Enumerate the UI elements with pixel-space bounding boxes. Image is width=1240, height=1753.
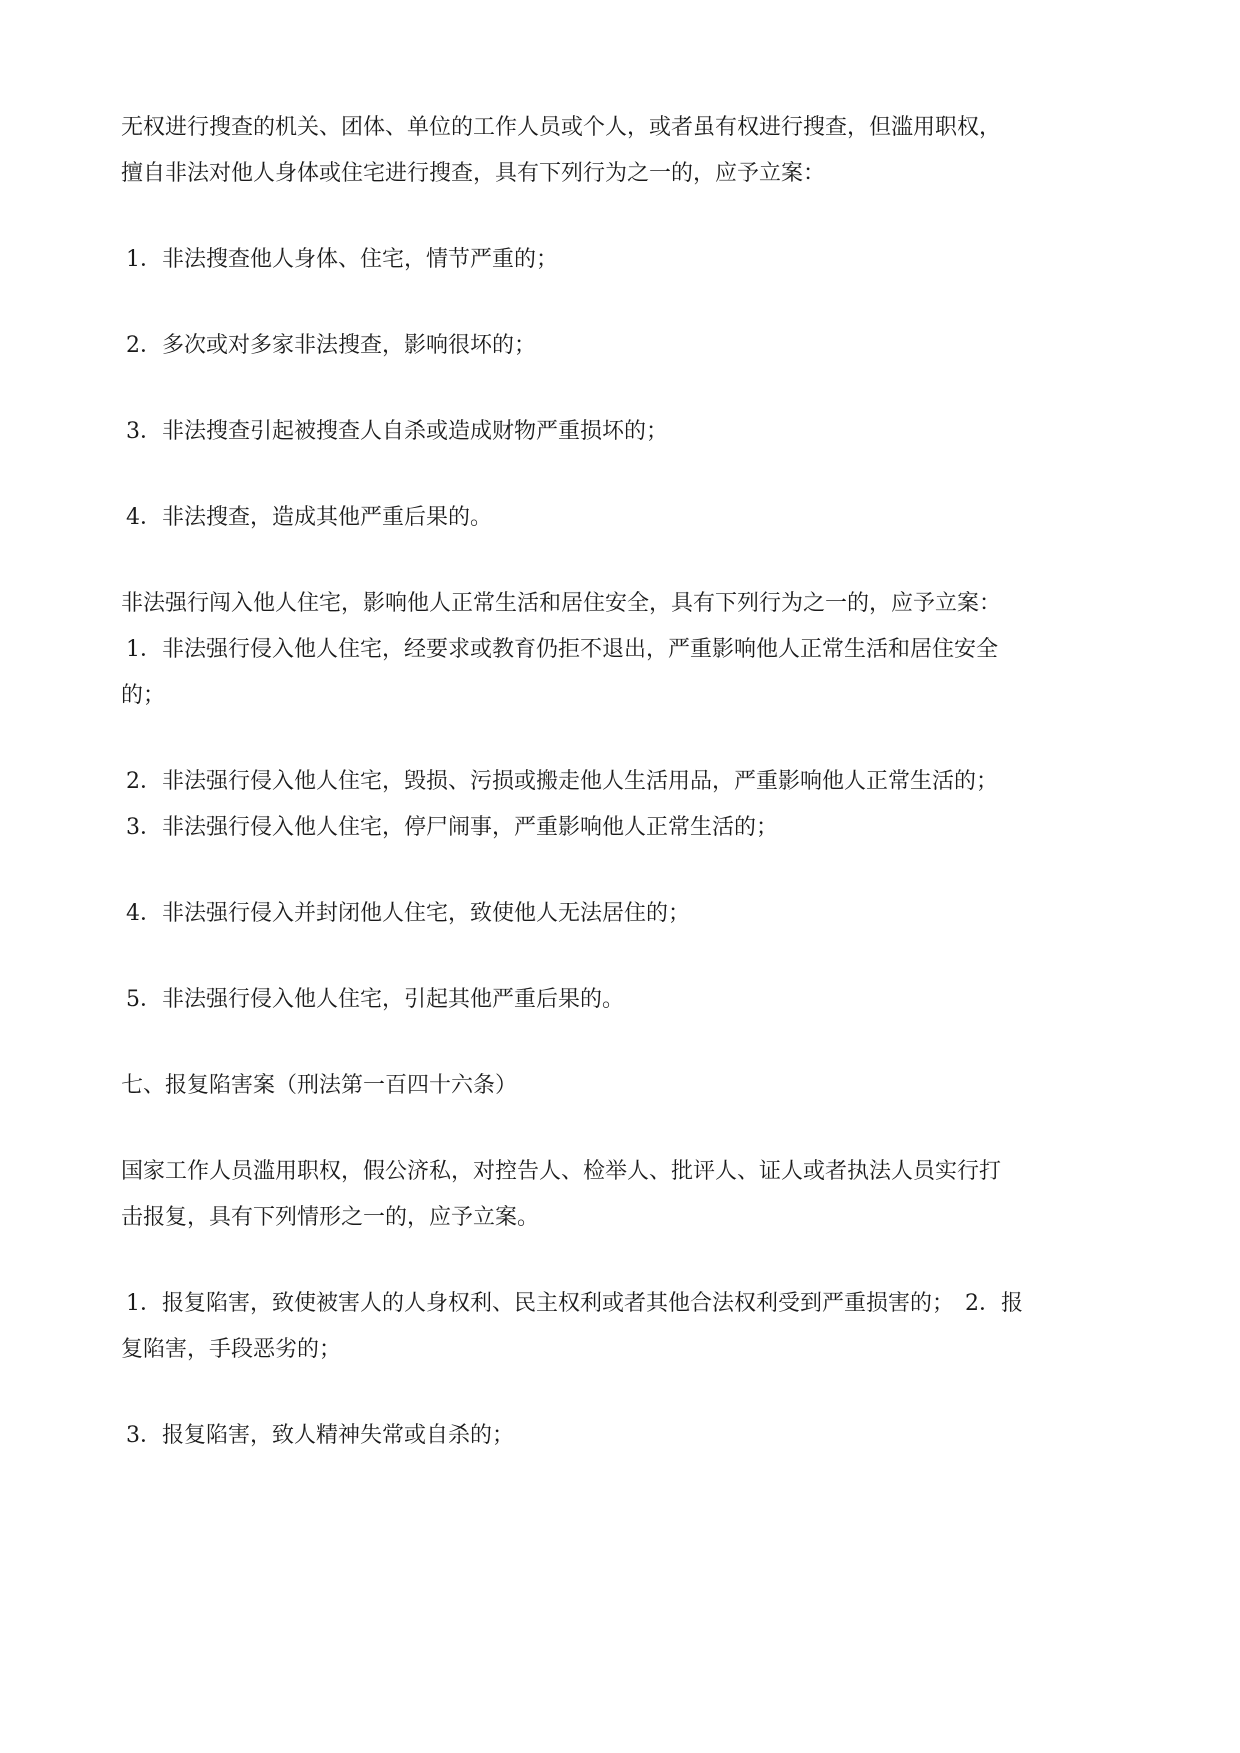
- paragraph-line: 擅自非法对他人身体或住宅进行搜查，具有下列行为之一的，应予立案：: [121, 161, 826, 186]
- paragraph-line: 无权进行搜查的机关、团体、单位的工作人员或个人，或者虽有权进行搜查，但滥用职权，: [121, 115, 1002, 140]
- list-item-continuation: 的；: [121, 683, 166, 708]
- paragraph-line: 非法强行闯入他人住宅，影响他人正常生活和居住安全，具有下列行为之一的，应予立案：: [121, 591, 1002, 616]
- list-item: 4．非法搜查，造成其他严重后果的。: [126, 505, 492, 530]
- list-item: 1．非法搜查他人身体、住宅，情节严重的；: [126, 247, 558, 272]
- list-item: 2．多次或对多家非法搜查，影响很坏的；: [126, 333, 536, 358]
- list-item: 3．非法强行侵入他人住宅，停尸闹事，严重影响他人正常生活的；: [126, 815, 778, 840]
- list-item: 1．非法强行侵入他人住宅，经要求或教育仍拒不退出，严重影响他人正常生活和居住安全: [126, 637, 999, 662]
- list-item: 3．非法搜查引起被搜查人自杀或造成财物严重损坏的；: [126, 419, 668, 444]
- list-item: 2．非法强行侵入他人住宅，毁损、污损或搬走他人生活用品，严重影响他人正常生活的；: [126, 769, 999, 794]
- list-item: 3．报复陷害，致人精神失常或自杀的；: [126, 1423, 514, 1448]
- list-item: 5．非法强行侵入他人住宅，引起其他严重后果的。: [126, 987, 624, 1012]
- paragraph-line: 击报复，具有下列情形之一的，应予立案。: [121, 1205, 540, 1230]
- paragraph-line: 国家工作人员滥用职权，假公济私，对控告人、检举人、批评人、证人或者执法人员实行打: [121, 1159, 1002, 1184]
- list-item: 4．非法强行侵入并封闭他人住宅，致使他人无法居住的；: [126, 901, 690, 926]
- section-heading: 七、报复陷害案（刑法第一百四十六条）: [121, 1073, 518, 1098]
- list-item-continuation: 复陷害，手段恶劣的；: [121, 1337, 342, 1362]
- list-item: 1．报复陷害，致使被害人的人身权利、民主权利或者其他合法权利受到严重损害的； 2．报: [126, 1291, 1023, 1316]
